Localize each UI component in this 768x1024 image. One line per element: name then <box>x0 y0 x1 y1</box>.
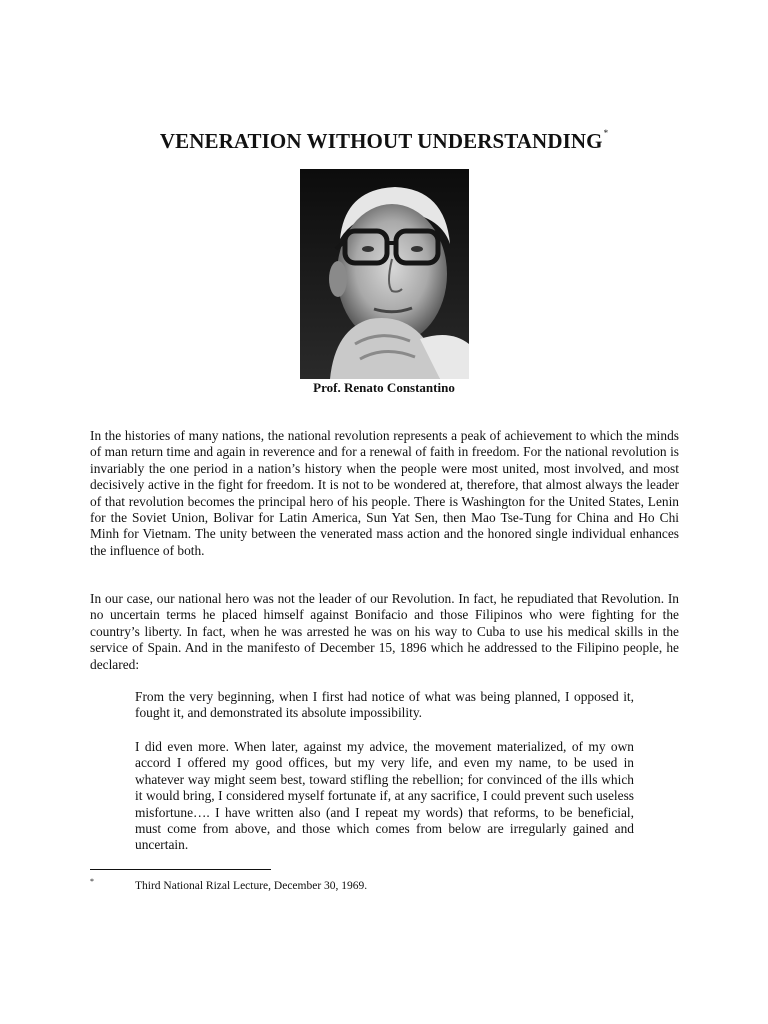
body-paragraph-1: In the histories of many nations, the national revolution represents a peak of achievement to which the minds of man return time and again in reverence and for a renewal of faith in freedom. For the national revolution is invariably the one period in a nation’s history when the people were most united, most involved, and most decisively active in the fight for freedom. It is not to be wondered at, therefore, that almost always the leader of that revolution becomes the principal hero of his people. There is Washington for the United States, Lenin for the Soviet Union, Bolivar for Latin America, Sun Yat Sen, then Mao Tse-Tung for China and Ho Chi Minh for Vietnam. The unity between the venerated mass action and the honored single individual enhances the influence of both. <box>90 428 679 558</box>
title-footnote-marker: * <box>603 128 609 138</box>
portrait-caption: Prof. Renato Constantino <box>313 380 455 395</box>
footnote-marker: * <box>90 877 94 886</box>
block-quote-1: From the very beginning, when I first had notice of what was being planned, I opposed it, fought it, and demonstrated its absolute impossibility. <box>135 689 634 721</box>
footnote-divider <box>90 869 271 870</box>
portrait-image <box>300 169 469 379</box>
block-quote-2: I did even more. When later, against my advice, the movement materialized, of my own accord I offered my good offices, but my very life, and even my name, to be used in whatever way might seem best, toward stifling the rebellion; for convinced of the ills which it would bring, I considered myself fortunate if, at any sacrifice, I could prevent such useless misfortune…. I have written also (and I repeat my words) that reforms, to be beneficial, must come from above, and those which comes from below are irregularly gained and uncertain. <box>135 739 634 853</box>
title-text: VENERATION WITHOUT UNDERSTANDING <box>159 129 603 153</box>
footnote-text: Third National Rizal Lecture, December 30, 1969. <box>135 880 368 892</box>
author-portrait <box>300 169 469 379</box>
page-title <box>0 128 768 154</box>
body-paragraph-2: In our case, our national hero was not the leader of our Revolution. In fact, he repudiated that Revolution. In no uncertain terms he placed himself against Bonifacio and those Filipinos who were fighting for the country’s liberty. In fact, when he was arrested he was on his way to Cuba to use his medical skills in the service of Spain. And in the manifesto of December 15, 1896 which he addressed to the Filipino people, he declared: <box>90 591 679 672</box>
